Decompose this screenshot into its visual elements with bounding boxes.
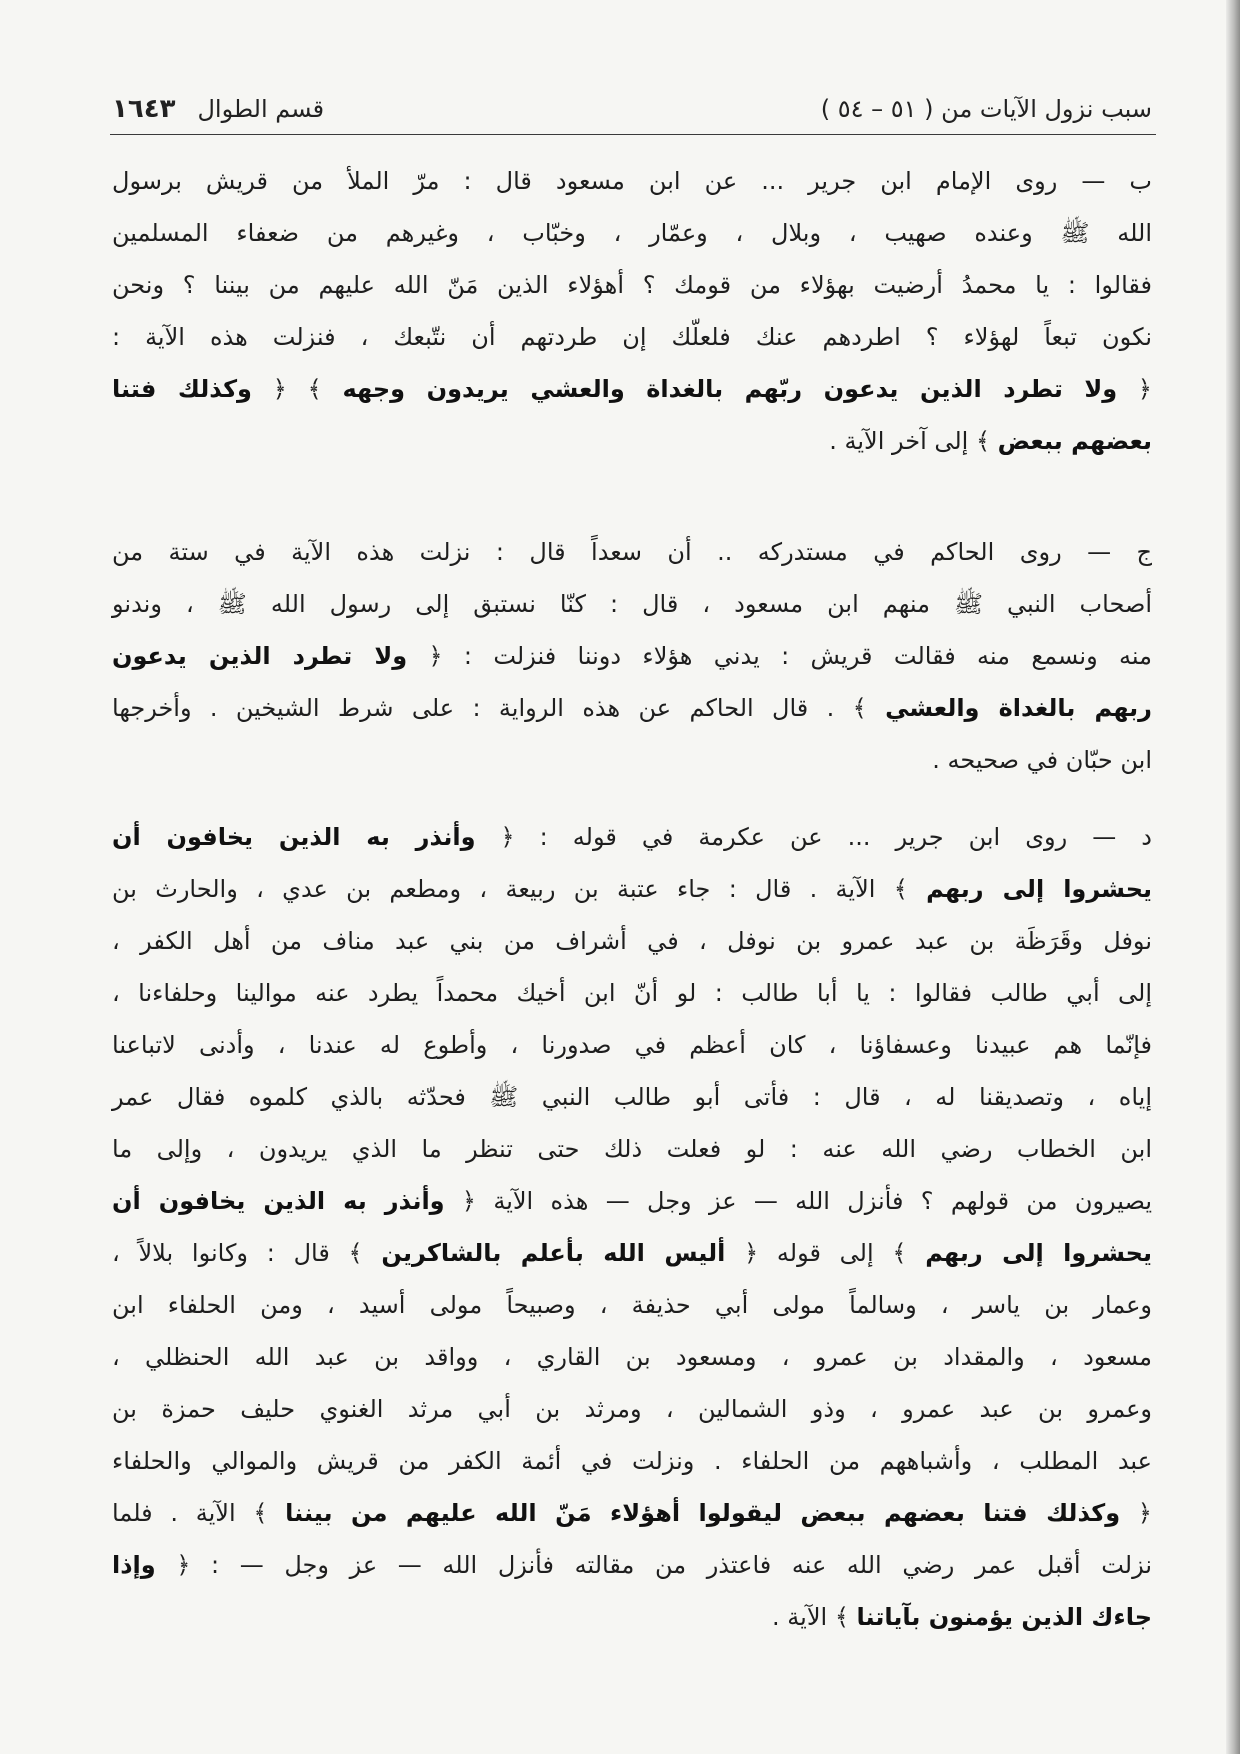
- text-line: [112, 1123, 1152, 1175]
- body-text-run: ابن حبّان في صحيحه .: [932, 746, 1152, 774]
- body-text-run: ﴿: [1120, 1499, 1152, 1527]
- body-text-run: نزلت أقبل عمر رضي الله عنه فاعتذر من مقالته فأنزل الله — عز وجل — : ﴿: [155, 1551, 1152, 1579]
- page-edge-shadow: [1226, 0, 1240, 1754]
- quran-verse: بعضهم ببعض: [997, 427, 1152, 455]
- body-text-run: ﴿: [1117, 375, 1152, 403]
- body-text-run: الله ﷺ وعنده صهيب ، وبلال ، وعمّار ، وخبّاب ، وغيرهم من ضعفاء المسلمين: [112, 219, 1152, 247]
- text-line: [112, 734, 1152, 786]
- header-rule: [110, 134, 1156, 135]
- body-text-run: إلى أبي طالب فقالوا : يا أبا طالب : لو أنّ ابن أخيك محمداً يطرد عنه موالينا وحلفاءنا ،: [112, 979, 1152, 1007]
- body-text-run: ج — روى الحاكم في مستدركه .. أن سعداً قال : نزلت هذه الآية في ستة من: [112, 538, 1152, 566]
- text-line: [112, 863, 1152, 915]
- body-text-run: ﴾ الآية .: [772, 1603, 857, 1631]
- quran-verse: وكذلك فتنا: [112, 375, 252, 403]
- quran-verse: ولا تطرد الذين يدعون ربّهم بالغداة والعشي يريدون وجهه: [342, 375, 1118, 403]
- text-line: [112, 526, 1152, 578]
- header-section: قسم الطوال: [197, 95, 325, 123]
- body-text-run: نكون تبعاً لهؤلاء ؟ اطردهم عنك فلعلّك إن طردتهم أن نتّبعك ، فنزلت هذه الآية :: [112, 323, 1152, 351]
- text-line: [112, 1591, 1152, 1643]
- body-text-run: مسعود ، والمقداد بن عمرو ، ومسعود بن القاري ، وواقد بن عبد الله الحنظلي ،: [112, 1343, 1152, 1371]
- text-line: [112, 1539, 1152, 1591]
- page-number: ١٦٤٣: [112, 94, 176, 124]
- text-line: [112, 363, 1152, 415]
- text-line: [112, 1487, 1152, 1539]
- quran-verse: وكذلك فتنا بعضهم ببعض ليقولوا أهؤلاء مَنّ الله عليهم من بيننا: [285, 1499, 1121, 1527]
- body-text-run: ﴾ . قال الحاكم عن هذه الرواية : على شرط الشيخين . وأخرجها: [112, 694, 886, 722]
- quran-verse: ولا تطرد الذين يدعون: [112, 642, 408, 670]
- body-text-run: نوفل وقَرَظَة بن عبد عمرو بن نوفل ، في أشراف من بني عبد مناف من أهل الكفر ،: [112, 927, 1152, 955]
- text-line: [112, 1019, 1152, 1071]
- text-line: [112, 1175, 1152, 1227]
- text-line: [112, 207, 1152, 259]
- paragraph-d: [112, 811, 1152, 1643]
- text-line: [112, 915, 1152, 967]
- body-text-run: ب — روى الإمام ابن جرير ... عن ابن مسعود قال : مرّ الملأ من قريش برسول: [112, 167, 1152, 195]
- body-text-run: فقالوا : يا محمدُ أرضيت بهؤلاء من قومك ؟ أهؤلاء الذين مَنّ الله عليهم من بيننا ؟ ونحن: [112, 271, 1152, 299]
- quran-verse: وأنذر به الذين يخافون أن: [112, 1187, 445, 1215]
- text-line: [112, 415, 1152, 467]
- body-text-run: فإنّما هم عبيدنا وعسفاؤنا ، كان أعظم في صدورنا ، وأطوع له عندنا ، وأدنى لاتباعنا: [112, 1031, 1152, 1059]
- text-line: [112, 259, 1152, 311]
- body-text-run: وعمرو بن عبد عمرو ، وذو الشمالين ، ومرثد بن أبي مرثد الغنوي حليف حمزة بن: [112, 1395, 1152, 1423]
- paragraph-j: [112, 526, 1152, 786]
- quran-verse: يحشروا إلى ربهم: [926, 875, 1153, 903]
- text-line: [112, 155, 1152, 207]
- running-header: [112, 88, 1152, 130]
- text-line: [112, 1383, 1152, 1435]
- body-text-run: ﴾ إلى قوله ﴿: [725, 1239, 926, 1267]
- header-title: سبب نزول الآيات من ( ٥١ – ٥٤ ): [820, 95, 1152, 123]
- body-text-run: ﴾ قال : وكانوا بلالاً ،: [112, 1239, 382, 1267]
- body-text-run: ﴾ الآية . قال : جاء عتبة بن ربيعة ، ومطعم بن عدي ، والحارث بن: [112, 875, 927, 903]
- paragraph-b: [112, 155, 1152, 467]
- body-text-run: أصحاب النبي ﷺ منهم ابن مسعود ، قال : كنّا نستبق إلى رسول الله ﷺ ، وندنو: [112, 590, 1152, 618]
- text-line: [112, 1071, 1152, 1123]
- text-line: [112, 811, 1152, 863]
- body-text-run: ﴾ الآية . فلما: [112, 1499, 286, 1527]
- body-text-run: عبد المطلب ، وأشباههم من الحلفاء . ونزلت في أئمة الكفر من قريش والموالي والحلفاء: [112, 1447, 1152, 1475]
- text-line: [112, 682, 1152, 734]
- quran-verse: ربهم بالغداة والعشي: [885, 694, 1152, 722]
- text-line: [112, 967, 1152, 1019]
- body-text-run: إياه ، وتصديقنا له ، قال : فأتى أبو طالب النبي ﷺ فحدّثه بالذي كلموه فقال عمر: [112, 1083, 1152, 1111]
- text-line: [112, 1279, 1152, 1331]
- text-line: [112, 311, 1152, 363]
- quran-verse: وإذا: [112, 1551, 156, 1579]
- header-section-group: [112, 94, 324, 124]
- text-line: [112, 1227, 1152, 1279]
- body-text-run: وعمار بن ياسر ، وسالماً مولى أبي حذيفة ، وصبيحاً مولى أسيد ، ومن الحلفاء ابن: [112, 1291, 1152, 1319]
- body-text-run: ﴾ إلى آخر الآية .: [829, 427, 998, 455]
- text-line: [112, 630, 1152, 682]
- body-text-run: يصيرون من قولهم ؟ فأنزل الله — عز وجل — هذه الآية ﴿: [444, 1187, 1153, 1215]
- body-text-run: ﴾ ﴿: [251, 375, 343, 403]
- body-text-run: د — روى ابن جرير ... عن عكرمة في قوله : ﴿: [475, 823, 1152, 851]
- quran-verse: يحشروا إلى ربهم: [925, 1239, 1152, 1267]
- text-line: [112, 1331, 1152, 1383]
- quran-verse: وأنذر به الذين يخافون أن: [112, 823, 476, 851]
- body-text-run: ابن الخطاب رضي الله عنه : لو فعلت ذلك حتى تنظر ما الذي يريدون ، وإلى ما: [112, 1135, 1152, 1163]
- quran-verse: جاءك الذين يؤمنون بآياتنا: [856, 1603, 1152, 1631]
- body-text-run: منه ونسمع منه فقالت قريش : يدني هؤلاء دوننا فنزلت : ﴿: [407, 642, 1152, 670]
- text-line: [112, 578, 1152, 630]
- text-line: [112, 1435, 1152, 1487]
- quran-verse: أليس الله بأعلم بالشاكرين: [381, 1239, 726, 1267]
